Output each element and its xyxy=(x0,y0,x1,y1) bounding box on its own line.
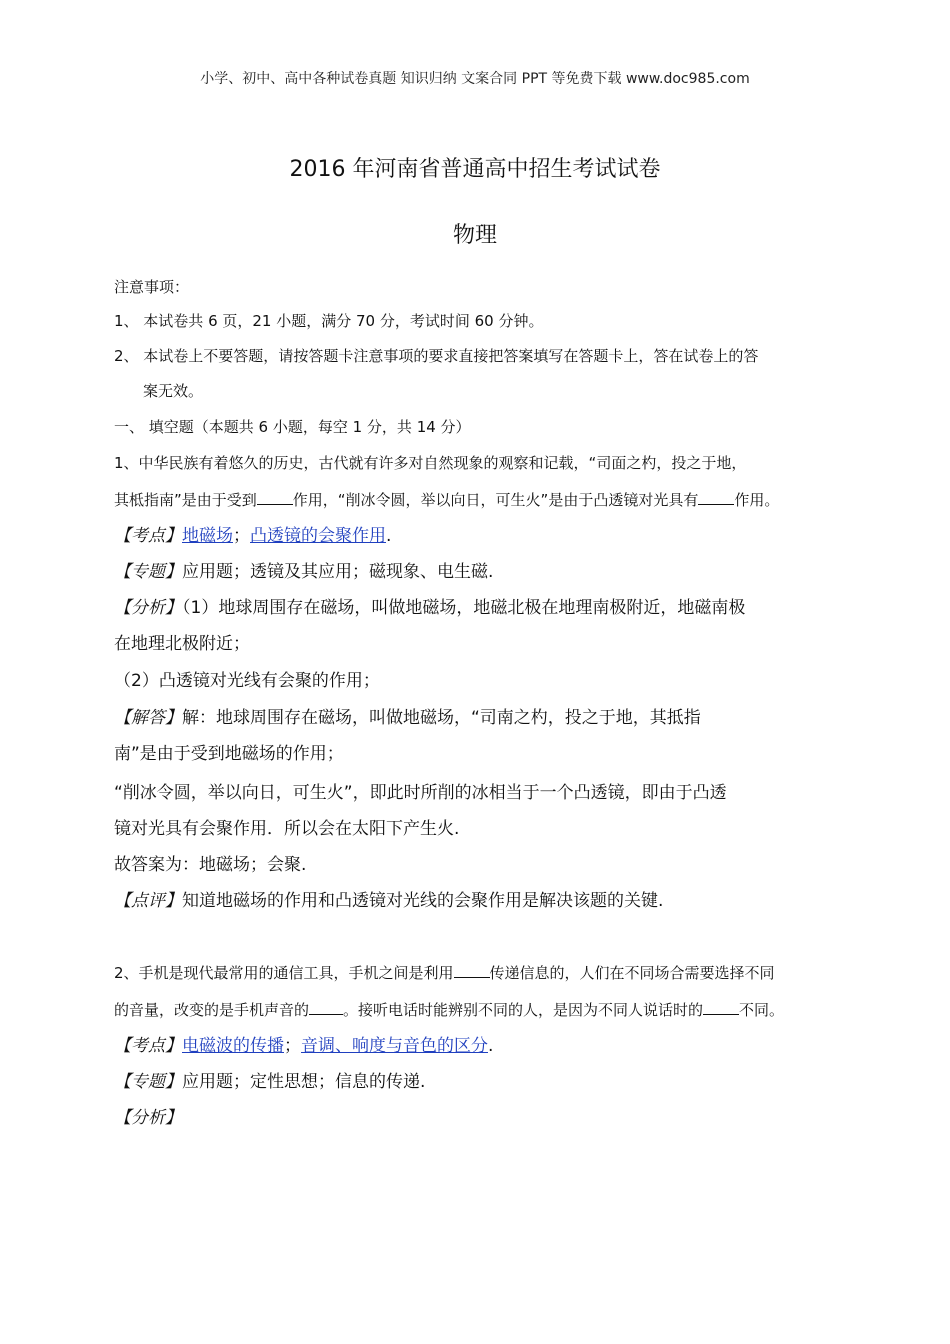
answer-blank xyxy=(454,963,490,978)
dianping-tag: 【点评】 xyxy=(114,891,182,911)
fenxi-text: （1）地球周围存在磁场，叫做地磁场，地磁北极在地理南极附近，地磁南极 xyxy=(182,598,746,618)
q1-jieda-line3: “削冰令圆，举以向日，可生火”，即此时所削的冰相当于一个凸透镜，即由于凸透 xyxy=(114,783,727,803)
q1-stem-part3: 作用。 xyxy=(734,491,780,509)
q1-stem-line2 xyxy=(114,489,779,511)
page-header-banner: 小学、初中、高中各种试卷真题 知识归纳 文案合同 PPT 等免费下载 www.doc985.com xyxy=(200,71,750,87)
q1-fenxi-cont: 在地理北极附近； xyxy=(114,634,250,654)
q1-fenxi xyxy=(114,597,745,619)
fenxi-tag: 【分析】 xyxy=(114,598,182,618)
q2-fenxi xyxy=(114,1107,182,1129)
q1-fenxi-point2: （2）凸透镜对光线有会聚的作用； xyxy=(114,671,380,691)
separator: ； xyxy=(233,526,250,546)
q2-kaodian xyxy=(114,1035,493,1057)
exam-subject: 物理 xyxy=(452,223,497,248)
q1-kaodian xyxy=(114,525,391,547)
answer-blank xyxy=(698,490,734,505)
dianping-text: 知道地磁场的作用和凸透镜对光线的会聚作用是解决该题的关键. xyxy=(182,891,664,911)
q1-stem-line1: 1、中华民族有着悠久的历史，古代就有许多对自然现象的观察和记载，“司面之杓，投之于地， xyxy=(114,454,747,472)
kaodian-link-dianci[interactable]: 电磁波的传播 xyxy=(182,1036,284,1056)
exam-title: 2016 年河南省普通高中招生考试试卷 xyxy=(289,157,661,182)
q1-stem-part2: 作用，“削冰令圆，举以向日，可生火”是由于凸透镜对光具有 xyxy=(292,491,699,509)
answer-blank xyxy=(257,490,293,505)
q1-stem-part1: 其柢指南”是由于受到 xyxy=(114,491,257,509)
section-heading: 一、 填空题（本题共 6 小题，每空 1 分，共 14 分） xyxy=(114,418,471,436)
notice-item-2-cont: 案无效。 xyxy=(143,382,204,400)
kaodian-link-yindiao[interactable]: 音调、响度与音色的区分 xyxy=(301,1036,488,1056)
notice-heading: 注意事项： xyxy=(114,278,190,296)
separator: ； xyxy=(284,1036,301,1056)
q1-dianping xyxy=(114,890,663,912)
zhuanti-tag: 【专题】 xyxy=(114,562,182,582)
q1-jieda xyxy=(114,707,701,729)
fenxi-tag: 【分析】 xyxy=(114,1108,182,1128)
kaodian-tag: 【考点】 xyxy=(114,526,182,546)
kaodian-tag: 【考点】 xyxy=(114,1036,182,1056)
q2-stem-part3: 的音量，改变的是手机声音的 xyxy=(114,1001,310,1019)
q2-stem-part2: 传递信息的，人们在不同场合需要选择不同 xyxy=(489,964,775,982)
notice-item-2: 2、 本试卷上不要答题，请按答题卡注意事项的要求直接把答案填写在答题卡上，答在试卷上的答 xyxy=(114,347,759,365)
zhuanti-tag: 【专题】 xyxy=(114,1072,182,1092)
q1-jieda-line4: 镜对光具有会聚作用．所以会在太阳下产生火. xyxy=(114,819,460,839)
q2-stem-line2 xyxy=(114,999,784,1021)
q1-jieda-line2: 南”是由于受到地磁场的作用； xyxy=(114,744,344,764)
q2-stem-part5: 不同。 xyxy=(739,1001,785,1019)
zhuanti-text: 应用题；透镜及其应用；磁现象、电生磁. xyxy=(182,562,494,582)
period: . xyxy=(488,1036,494,1056)
kaodian-link-tujing[interactable]: 凸透镜的会聚作用 xyxy=(250,526,386,546)
notice-item-1: 1、 本试卷共 6 页，21 小题，满分 70 分，考试时间 60 分钟。 xyxy=(114,312,544,330)
kaodian-link-dicichang[interactable]: 地磁场 xyxy=(182,526,233,546)
period: . xyxy=(386,526,392,546)
q2-stem-line1 xyxy=(114,962,775,984)
answer-blank xyxy=(703,1000,739,1015)
q2-zhuanti xyxy=(114,1071,425,1093)
q1-zhuanti xyxy=(114,561,493,583)
q2-stem-part1: 2、手机是现代最常用的通信工具，手机之间是利用 xyxy=(114,964,454,982)
q1-answer: 故答案为：地磁场；会聚. xyxy=(114,855,307,875)
answer-blank xyxy=(309,1000,343,1015)
q2-stem-part4: 。接听电话时能辨别不同的人，是因为不同人说话时的 xyxy=(343,1001,704,1019)
jieda-tag: 【解答】 xyxy=(114,708,182,728)
zhuanti-text: 应用题；定性思想；信息的传递. xyxy=(182,1072,426,1092)
jieda-text: 解：地球周围存在磁场，叫做地磁场，“司南之杓，投之于地，其抵指 xyxy=(182,708,701,728)
